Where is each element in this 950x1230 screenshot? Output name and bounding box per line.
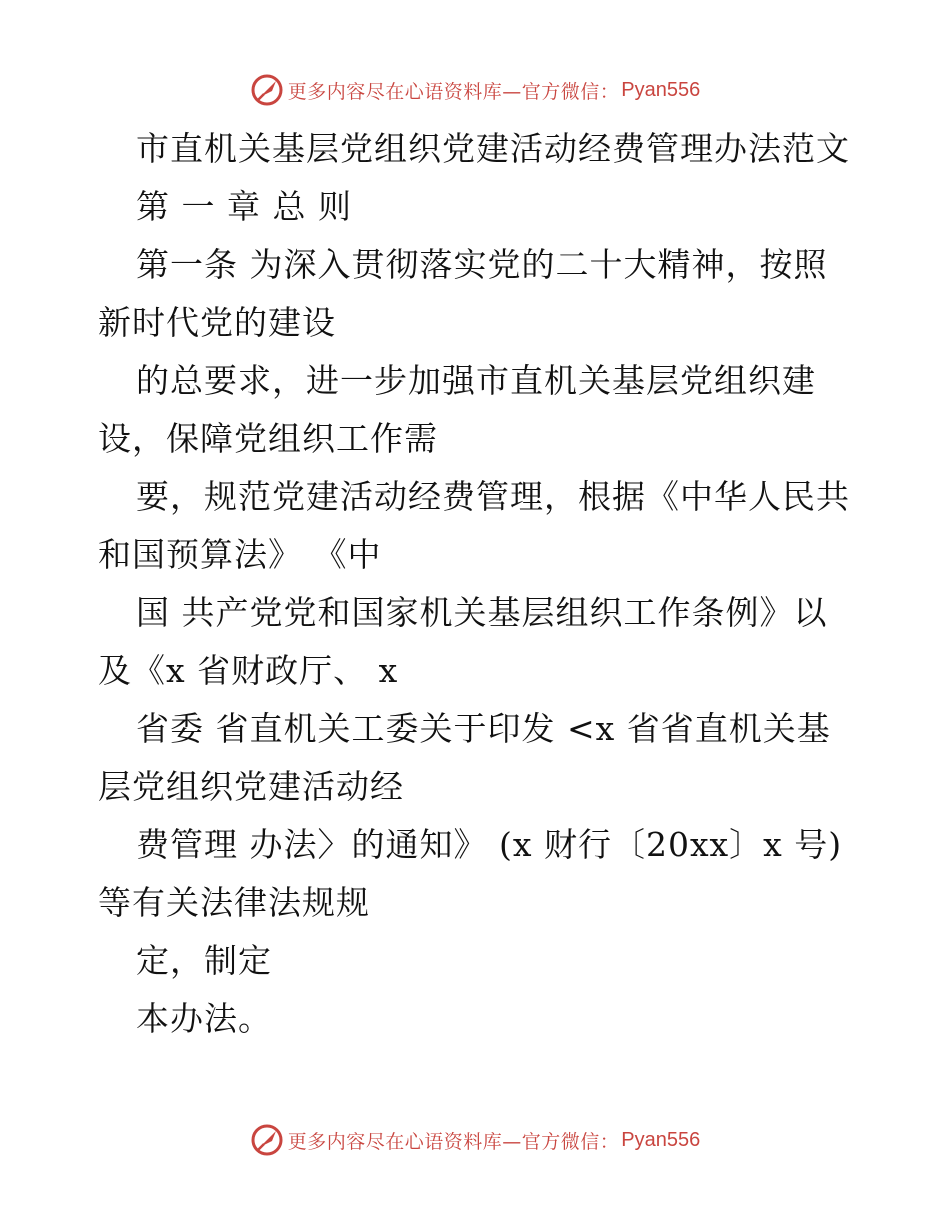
paragraph-line: 新时代党的建设 — [98, 303, 336, 342]
paragraph-line: 国 共产党党和国家机关基层组织工作条例》以 — [136, 593, 828, 632]
watermark-id: Pyan556 — [621, 78, 701, 101]
watermark-text: 更多内容尽在心语资料库—官方微信： — [287, 1130, 620, 1153]
watermark-banner-bottom — [0, 1120, 950, 1160]
document-body — [98, 120, 868, 1048]
watermark-id: Pyan556 — [621, 1128, 701, 1151]
watermark-banner-top — [0, 70, 950, 110]
paragraph-line: 和国预算法》 《中 — [98, 535, 382, 574]
paragraph-line: 定，制定 — [136, 941, 272, 980]
watermark-text: 更多内容尽在心语资料库—官方微信： — [287, 80, 620, 103]
paragraph-line: 本办法。 — [136, 999, 272, 1038]
paragraph-line: 及《x 省财政厅、 x — [98, 651, 399, 690]
paragraph-line: 省委 省直机关工委关于印发 <x 省省直机关基 — [136, 709, 831, 748]
document-title: 市直机关基层党组织党建活动经费管理办法范文 — [136, 129, 850, 168]
paragraph-line: 要，规范党建活动经费管理，根据《中华人民共 — [136, 477, 850, 516]
paragraph-line: 设，保障党组织工作需 — [98, 419, 438, 458]
quill-logo-icon — [250, 1123, 284, 1157]
paragraph-line: 层党组织党建活动经 — [98, 767, 404, 806]
chapter-heading: 第 一 章 总 则 — [136, 187, 352, 226]
paragraph-line: 等有关法律法规规 — [98, 883, 370, 922]
quill-logo-icon — [250, 73, 284, 107]
paragraph-line: 的总要求，进一步加强市直机关基层党组织建 — [136, 361, 816, 400]
paragraph-line: 第一条 为深入贯彻落实党的二十大精神，按照 — [136, 245, 828, 284]
paragraph-line: 费管理 办法〉的通知》 (x 财行〔20xx〕x 号) — [136, 825, 843, 864]
